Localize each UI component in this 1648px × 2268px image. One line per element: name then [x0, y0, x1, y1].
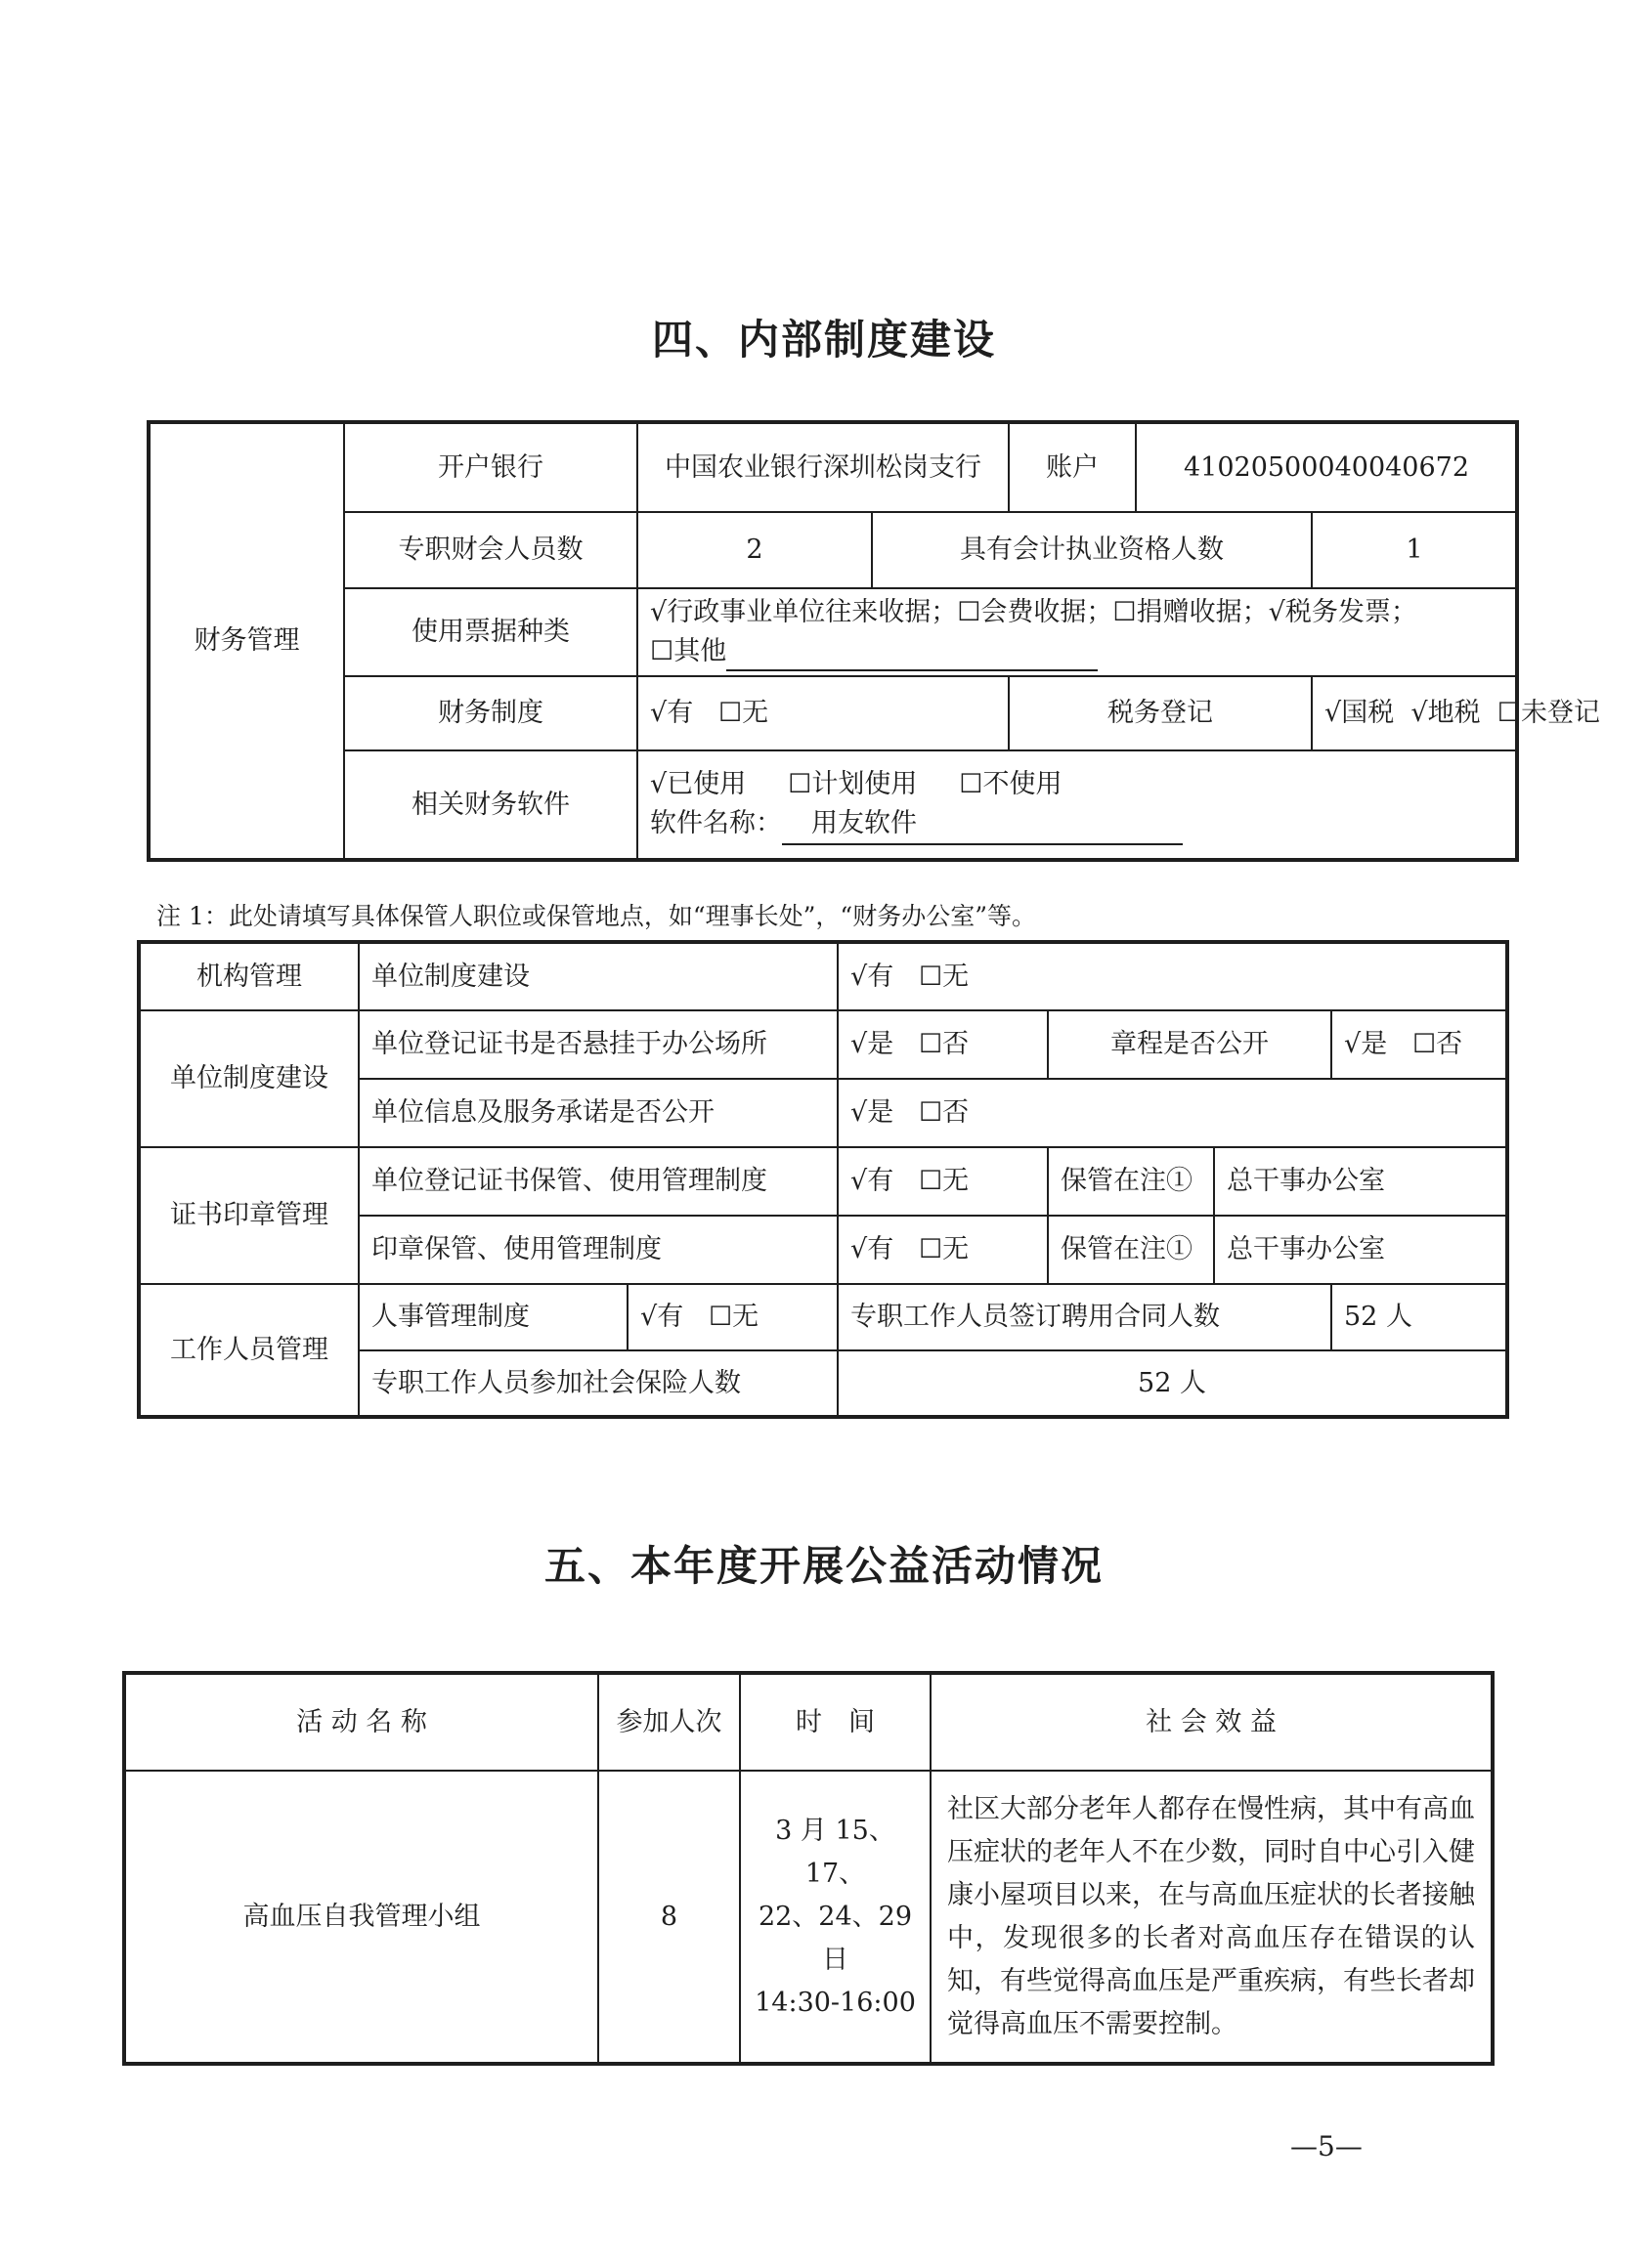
hr-label: 人事管理制度 — [359, 1284, 628, 1350]
info-label: 单位信息及服务承诺是否公开 — [359, 1079, 838, 1147]
section4-title: 四、内部制度建设 — [651, 316, 996, 364]
activity-count: 8 — [598, 1771, 740, 2064]
header-count: 参加人次 — [598, 1673, 740, 1771]
software-options — [637, 750, 1517, 860]
insurance-label: 专职工作人员参加社会保险人数 — [359, 1350, 838, 1417]
org-mgmt-label: 机构管理 — [139, 942, 359, 1010]
receipt-label: 使用票据种类 — [344, 588, 637, 676]
receipt-line2: ☐其他 — [650, 636, 727, 666]
charter-value: √是 ☐否 — [1331, 1010, 1507, 1079]
cert-hung-value: √是 ☐否 — [838, 1010, 1048, 1079]
header-name: 活 动 名 称 — [124, 1673, 598, 1771]
receipt-line1: √行政事业单位往来收据；☐会费收据；☐捐赠收据；√税务发票； — [650, 597, 1417, 627]
time-line1: 3 月 15、17、 — [775, 1815, 895, 1889]
unit-system-label: 单位制度建设 — [359, 942, 838, 1010]
system-value: √有 ☐无 — [637, 676, 1009, 750]
account-label: 账户 — [1009, 422, 1136, 512]
contract-value: 52 人 — [1331, 1284, 1507, 1350]
time-line3: 日 — [822, 1944, 848, 1975]
seal-keep-value: √有 ☐无 — [838, 1216, 1048, 1284]
software-line1: √已使用 ☐计划使用 ☐不使用 — [650, 768, 1063, 799]
tax-label: 税务登记 — [1009, 676, 1312, 750]
cert-keep-label: 单位登记证书保管、使用管理制度 — [359, 1147, 838, 1216]
insurance-value: 52 人 — [838, 1350, 1507, 1417]
finance-table — [147, 420, 1600, 862]
seal-mgmt-label: 证书印章管理 — [139, 1147, 359, 1284]
time-line2: 22、24、29 — [758, 1901, 913, 1932]
seal-keep-at-value: 总干事办公室 — [1214, 1216, 1507, 1284]
qualified-value: 1 — [1312, 512, 1517, 588]
contract-label: 专职工作人员签订聘用合同人数 — [838, 1284, 1331, 1350]
bank-value: 中国农业银行深圳松岗支行 — [637, 422, 1009, 512]
receipt-options — [637, 588, 1517, 676]
tax-value: √国税 √地税 ☐未登记 — [1312, 676, 1517, 750]
bank-label: 开户银行 — [344, 422, 637, 512]
section5-title: 五、本年度开展公益活动情况 — [543, 1542, 1104, 1590]
cert-hung-label: 单位登记证书是否悬挂于办公场所 — [359, 1010, 838, 1079]
staff-label: 专职财会人员数 — [344, 512, 637, 588]
seal-keep-at-label: 保管在注① — [1048, 1216, 1214, 1284]
qualified-label: 具有会计执业资格人数 — [872, 512, 1312, 588]
activities-table — [122, 1671, 1495, 2066]
header-time: 时 间 — [740, 1673, 931, 1771]
activity-time — [740, 1771, 931, 2064]
activity-benefit: 社区大部分老年人都存在慢性病，其中有高血压症状的老年人不在少数，同时自中心引入健康小屋项目以来，在与高血压症状的长者接触中，发现很多的长者对高血压存在错误的认知，有些觉得高血压是严重疾病，有些长者却觉得高血压不需要控制。 — [931, 1771, 1493, 2064]
charter-label: 章程是否公开 — [1048, 1010, 1331, 1079]
info-value: √是 ☐否 — [838, 1079, 1507, 1147]
hr-value: √有 ☐无 — [628, 1284, 838, 1350]
other-blank — [726, 640, 1098, 671]
software-name-value: 用友软件 — [782, 804, 1183, 845]
receipt-line2-wrap — [650, 632, 1504, 671]
activity-name: 高血压自我管理小组 — [124, 1771, 598, 2064]
cert-keep-at-value: 总干事办公室 — [1214, 1147, 1507, 1216]
org-table — [137, 940, 1509, 1419]
table-row — [124, 1771, 1493, 2064]
software-label: 相关财务软件 — [344, 750, 637, 860]
time-line4: 14:30-16:00 — [755, 1987, 916, 2018]
cert-keep-at-label: 保管在注① — [1048, 1147, 1214, 1216]
finance-label: 财务管理 — [149, 422, 344, 860]
software-name-label: 软件名称： — [650, 807, 782, 838]
unit-system-value: √有 ☐无 — [838, 942, 1507, 1010]
note: 注 1：此处请填写具体保管人职位或保管地点，如“理事长处”，“财务办公室”等。 — [156, 902, 1036, 930]
page-number: —5— — [1290, 2130, 1363, 2162]
software-name-line — [650, 804, 1504, 845]
staff-value: 2 — [637, 512, 872, 588]
system-label: 财务制度 — [344, 676, 637, 750]
account-value: 41020500040040672 — [1136, 422, 1517, 512]
seal-keep-label: 印章保管、使用管理制度 — [359, 1216, 838, 1284]
cert-keep-value: √有 ☐无 — [838, 1147, 1048, 1216]
unit-rules-label: 单位制度建设 — [139, 1010, 359, 1147]
staff-mgmt-label: 工作人员管理 — [139, 1284, 359, 1417]
header-benefit: 社 会 效 益 — [931, 1673, 1493, 1771]
